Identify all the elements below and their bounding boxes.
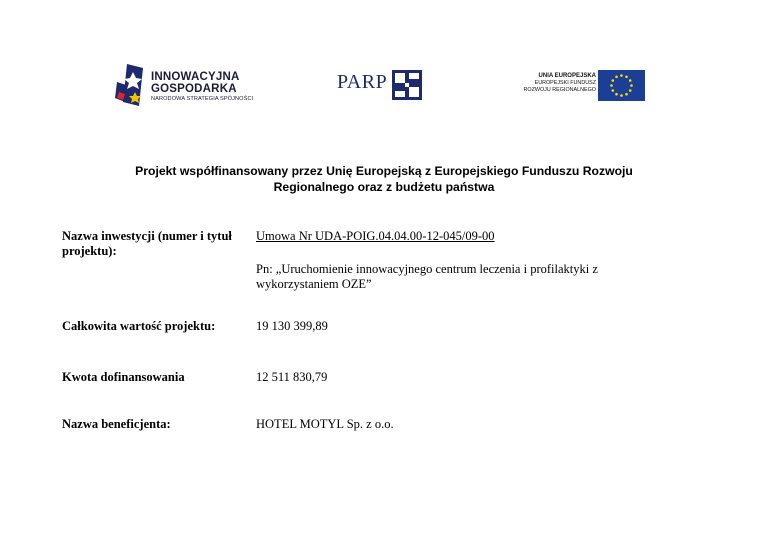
beneficiary-label: Nazwa beneficjenta: (62, 417, 171, 431)
ig-line3: NARODOWA STRATEGIA SPÓJNOŚCI (151, 96, 254, 102)
ig-line1: INNOWACYJNA (151, 71, 240, 83)
contract-number: Umowa Nr UDA-POIG.04.04.00-12-045/09-00 (256, 229, 495, 243)
eu-logo (512, 70, 647, 102)
beneficiary-value: HOTEL MOTYL Sp. z o.o. (256, 417, 394, 431)
eu-wordmark (512, 72, 596, 94)
total-value-label: Całkowita wartość projektu: (62, 319, 216, 333)
project-title: Pn: „Uruchomienie innowacyjnego centrum leczenia i profilaktyki z wykorzystaniem OZE” (256, 262, 598, 291)
parp-emblem-icon (392, 70, 422, 100)
funding-label: Kwota dofinansowania (62, 370, 185, 384)
eu-line2: EUROPEJSKI FUNDUSZ (534, 80, 596, 86)
eu-line1: UNIA EUROPEJSKA (538, 73, 596, 79)
heading-line1: Projekt współfinansowany przez Unię Europejską z Europejskiego Funduszu Rozwoju (135, 164, 633, 178)
innowacyjna-gospodarka-logo (113, 62, 258, 112)
eu-flag-icon (598, 70, 645, 101)
parp-logo (337, 70, 427, 100)
document-heading (60, 163, 708, 195)
funding-value: 12 511 830,79 (256, 370, 328, 384)
investment-label: Nazwa inwestycji (numer i tytuł projektu): (62, 229, 232, 258)
heading-line2: Regionalnego oraz z budżetu państwa (273, 180, 495, 194)
innowacyjna-gospodarka-wordmark (151, 71, 253, 104)
innowacyjna-gospodarka-emblem-icon (113, 62, 149, 110)
logo-band (0, 0, 768, 130)
total-value: 19 130 399,89 (256, 319, 328, 333)
eu-line3: ROZWOJU REGIONALNEGO (523, 87, 596, 93)
ig-line2: GOSPODARKA (151, 83, 237, 95)
parp-wordmark: PARP (337, 71, 388, 93)
